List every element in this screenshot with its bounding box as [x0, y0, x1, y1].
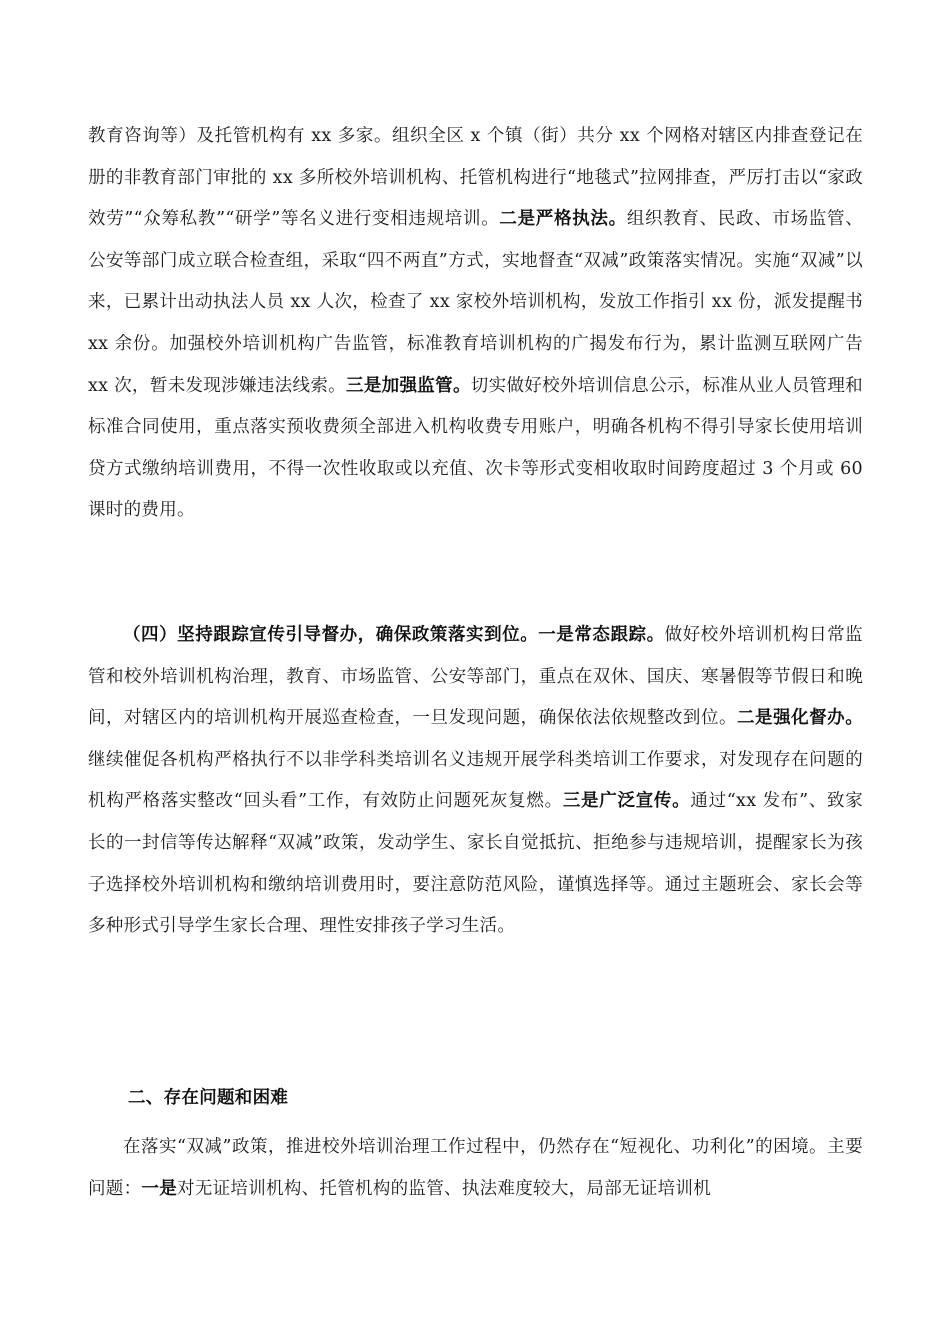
paragraph-1-bold-lead: 二是严格执法。 — [499, 209, 627, 230]
paragraph-2-bold-lead: 二是强化督办。 — [737, 708, 864, 729]
paragraph-1 — [88, 116, 863, 532]
paragraph-2-text-part: 继续催促各机构严格执行不以非学科类培训名义违规开展学科类培训工作要求，对发现存在问题的机构严格落实整改“回头看”工作，有效防止问题死灰复燃。 — [88, 749, 863, 812]
paragraph-1-text — [88, 116, 863, 532]
section-heading: 二、存在问题和困难 — [128, 1088, 289, 1108]
paragraph-3-text — [88, 1127, 863, 1210]
paragraph-2-bold-lead: （四）坚持跟踪宣传引导督办，确保政策落实到位。一是常态跟踪。 — [123, 625, 665, 645]
paragraph-2-text-part: 做好校外培训机构日常监管和校外培训机构治理，教育、市场监管、公安等部门，重点在双休、国庆、寒暑假等节假日和晚间，对辖区内的培训机构开展巡查检查，一旦发现问题，确保依法依规整改到位。 — [88, 625, 863, 729]
paragraph-2-bold-lead: 三是广泛宣传。 — [562, 791, 691, 812]
paragraph-1-text-part: 切实做好校外培训信息公示，标准从业人员管理和标准合同使用，重点落实预收费须全部进入机构收费专用账户，明确各机构不得引导家长使用培训贷方式缴纳培训费用，不得一次性收取或以充值、次卡等形式变相收取时间跨度超过 3 个月或 60 课时的费用。 — [88, 375, 863, 521]
paragraph-3-bold-lead: 一是 — [141, 1178, 178, 1199]
paragraph-3 — [88, 1127, 863, 1210]
paragraph-2 — [88, 615, 863, 948]
paragraph-1-text-part: 组织教育、民政、市场监管、公安等部门成立联合检查组，采取“四不两直”方式，实地督查“双减”政策落实情况。实施“双减”以来，已累计出动执法人员 xx 人次，检查了 xx 家校外培训机构，发放工作指引 xx 份，派发提醒书 xx 余份。加强校外培训机构广告监管，标准教育培训机构的广揭发布行为，累计监测互联网广告 xx 次，暂未发现涉嫌违法线索。 — [88, 209, 863, 396]
paragraph-2-text — [88, 615, 863, 948]
paragraph-3-text-part: 在落实“双减”政策，推进校外培训治理工作过程中，仍然存在“短视化、功利化”的困境。主要问题： — [88, 1137, 863, 1199]
paragraph-1-bold-lead: 三是加强监管。 — [346, 375, 471, 396]
paragraph-2-text-part: 通过“xx 发布”、致家长的一封信等传达解释“双减”政策，发动学生、家长自觉抵抗、拒绝参与违规培训，提醒家长为孩子选择校外培训机构和缴纳培训费用时，要注意防范风险，谨慎选择等。通过主题班会、家长会等多种形式引导学生家长合理、理性安排孩子学习生活。 — [88, 791, 864, 937]
paragraph-1-text-part: 教育咨询等）及托管机构有 xx 多家。组织全区 x 个镇（街）共分 xx 个网格对辖区内排查登记在册的非教育部门审批的 xx 多所校外培训机构、托管机构进行“地毯式”拉网排查，严厉打击以“家政效劳”“众筹私教”“研学”等名义进行变相违规培训。 — [88, 126, 863, 230]
paragraph-3-text-part: 对无证培训机构、托管机构的监管、执法难度较大，局部无证培训机 — [177, 1178, 712, 1199]
